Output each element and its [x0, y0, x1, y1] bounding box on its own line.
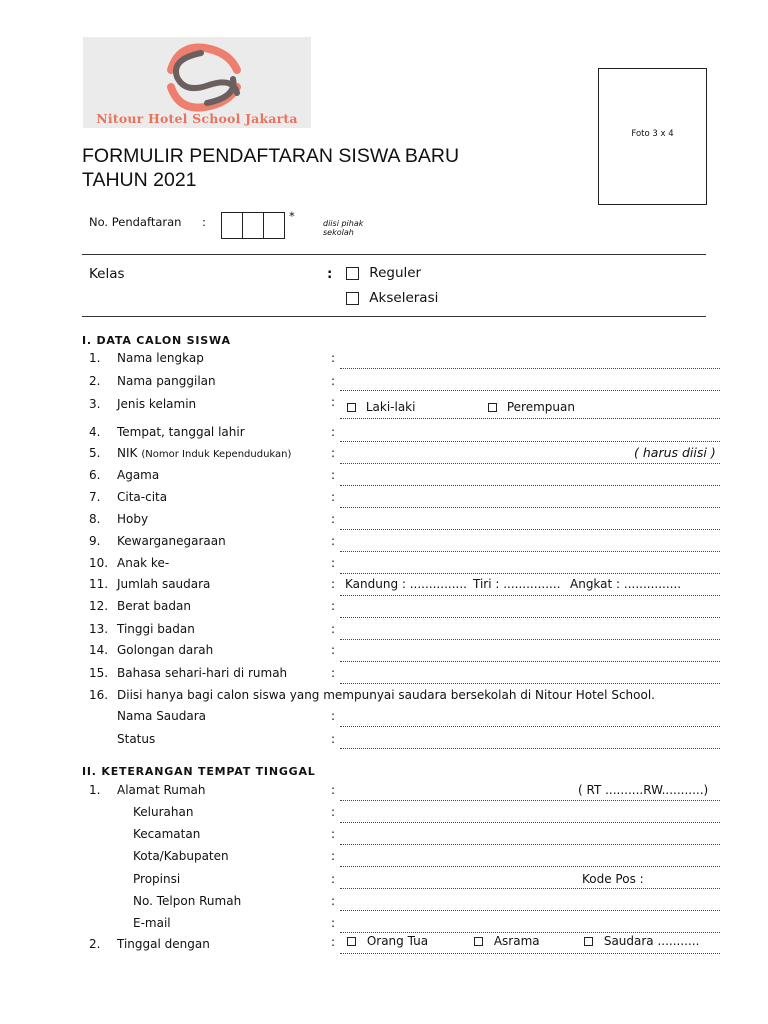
sibling-status-field[interactable]	[340, 748, 720, 749]
address-number: 1.	[89, 783, 101, 797]
living-with-dormitory-option[interactable]: Asrama	[474, 934, 540, 948]
photo-box[interactable]	[598, 68, 707, 205]
title-line-1: FORMULIR PENDAFTARAN SISWA BARU	[82, 145, 460, 167]
kelas-option-akselerasi[interactable]: Akselerasi	[346, 290, 438, 306]
input-field[interactable]	[340, 910, 720, 911]
colon: :	[331, 709, 336, 723]
gender-female-option[interactable]: Perempuan	[488, 400, 575, 414]
input-field[interactable]	[340, 888, 720, 889]
input-field[interactable]	[340, 595, 720, 596]
postal-code-label: Kode Pos :	[582, 872, 644, 886]
section-2-title: II. KETERANGAN TEMPAT TINGGAL	[82, 765, 316, 778]
input-field[interactable]	[340, 866, 720, 867]
item-number: 1.	[89, 351, 101, 365]
living-with-relative-option[interactable]: Saudara ...........	[584, 934, 699, 948]
item-label: Hoby	[117, 512, 149, 526]
registration-label: No. Pendaftaran	[89, 215, 182, 229]
input-field[interactable]	[340, 390, 720, 391]
item-label: Nama lengkap	[117, 351, 204, 365]
item-16-text: Diisi hanya bagi calon siswa yang mempunyai saudara bersekolah di Nitour Hotel School.	[117, 688, 655, 702]
input-field[interactable]	[340, 507, 720, 508]
registration-number-boxes[interactable]	[221, 212, 285, 239]
item-label: Bahasa sehari-hari di rumah	[117, 666, 288, 680]
item-label: Tinggi badan	[117, 622, 195, 636]
item-number: 10.	[89, 556, 109, 570]
gender-male-option[interactable]: Laki-laki	[347, 400, 415, 414]
sibling-name-field[interactable]	[340, 726, 720, 727]
item-number: 13.	[89, 622, 109, 636]
living-with-field[interactable]	[340, 953, 720, 954]
siblings-tiri[interactable]: Tiri : ...............	[473, 577, 561, 591]
divider	[82, 316, 706, 317]
input-field[interactable]	[340, 529, 720, 530]
address-sub-label: Kecamatan	[133, 827, 201, 841]
checkbox-icon[interactable]	[347, 403, 356, 412]
colon: :	[331, 534, 336, 548]
kelas-label: Kelas	[89, 266, 125, 282]
title-line-2: TAHUN 2021	[82, 169, 197, 191]
colon: :	[331, 425, 336, 439]
colon: :	[331, 732, 336, 746]
colon: :	[331, 894, 336, 908]
living-with-parents-option[interactable]: Orang Tua	[347, 934, 428, 948]
item-number: 3.	[89, 397, 101, 411]
sibling-status-label: Status	[117, 732, 156, 746]
item-number: 6.	[89, 468, 101, 482]
address-sub-label: E-mail	[133, 916, 171, 930]
item-label: NIK (Nomor Induk Kependudukan)	[117, 446, 292, 460]
colon: :	[331, 351, 336, 365]
school-logo	[83, 37, 311, 128]
input-field[interactable]	[340, 661, 720, 662]
siblings-kandung[interactable]: Kandung : ...............	[345, 577, 467, 591]
colon: :	[331, 666, 336, 680]
checkbox-icon[interactable]	[347, 937, 356, 946]
input-field[interactable]	[340, 551, 720, 552]
rt-rw-field[interactable]: ( RT ..........RW...........)	[578, 783, 709, 797]
item-label: Golongan darah	[117, 643, 214, 657]
form-title	[82, 144, 459, 192]
address-field[interactable]	[340, 800, 720, 801]
divider	[82, 254, 706, 255]
colon: :	[331, 622, 336, 636]
address-sub-label: Kelurahan	[133, 805, 194, 819]
input-field[interactable]	[340, 683, 720, 684]
colon: :	[331, 374, 336, 388]
registration-colon: :	[202, 215, 206, 229]
input-field[interactable]	[340, 573, 720, 574]
input-field[interactable]	[340, 463, 720, 464]
item-number: 9.	[89, 534, 101, 548]
input-field[interactable]	[340, 368, 720, 369]
colon: :	[331, 490, 336, 504]
checkbox-icon[interactable]	[584, 937, 593, 946]
item-number: 12.	[89, 599, 109, 613]
colon: :	[331, 783, 336, 797]
colon: :	[331, 643, 336, 657]
colon: :	[331, 849, 336, 863]
item-label: Kewarganegaraan	[117, 534, 226, 548]
address-label: Alamat Rumah	[117, 783, 206, 797]
colon: :	[331, 577, 336, 591]
colon: :	[331, 395, 336, 409]
checkbox-icon[interactable]	[346, 267, 359, 280]
item-label: Cita-cita	[117, 490, 168, 504]
item-number: 15.	[89, 666, 109, 680]
input-field[interactable]	[340, 932, 720, 933]
kelas-option-reguler[interactable]: Reguler	[346, 265, 421, 281]
school-name: Nitour Hotel School Jakarta	[96, 111, 298, 126]
input-field[interactable]	[340, 418, 720, 419]
item-label: Jumlah saudara	[117, 577, 211, 591]
checkbox-icon[interactable]	[488, 403, 497, 412]
colon: :	[331, 512, 336, 526]
siblings-angkat[interactable]: Angkat : ...............	[570, 577, 682, 591]
item-number: 2.	[89, 374, 101, 388]
input-field[interactable]	[340, 844, 720, 845]
item-number: 14.	[89, 643, 109, 657]
input-field[interactable]	[340, 617, 720, 618]
colon: :	[331, 556, 336, 570]
registration-asterisk: *	[289, 209, 295, 223]
photo-label: Foto 3 x 4	[631, 129, 674, 139]
input-field[interactable]	[340, 485, 720, 486]
input-field[interactable]	[340, 822, 720, 823]
section-1-title: I. DATA CALON SISWA	[82, 334, 231, 347]
address-sub-label: No. Telpon Rumah	[133, 894, 242, 908]
colon: :	[331, 805, 336, 819]
nik-required-note: ( harus diisi )	[634, 445, 716, 460]
colon: :	[331, 599, 336, 613]
item-number: 8.	[89, 512, 101, 526]
colon: :	[331, 916, 336, 930]
colon: :	[331, 827, 336, 841]
checkbox-icon[interactable]	[346, 292, 359, 305]
item-label: Anak ke-	[117, 556, 170, 570]
item-label: Nama panggilan	[117, 374, 216, 388]
sibling-name-label: Nama Saudara	[117, 709, 207, 723]
item-label: Agama	[117, 468, 160, 482]
item-number: 5.	[89, 446, 101, 460]
registration-note: diisi pihak sekolah	[323, 219, 364, 237]
item-label: Berat badan	[117, 599, 191, 613]
address-sub-label: Kota/Kabupaten	[133, 849, 229, 863]
item-label: Tempat, tanggal lahir	[117, 425, 245, 439]
colon: :	[331, 446, 336, 460]
colon: :	[331, 468, 336, 482]
colon: :	[331, 935, 336, 949]
item-number: 11.	[89, 577, 109, 591]
living-with-label: Tinggal dengan	[117, 937, 210, 951]
colon: :	[331, 872, 336, 886]
address-sub-label: Propinsi	[133, 872, 181, 886]
input-field[interactable]	[340, 441, 720, 442]
living-with-number: 2.	[89, 937, 101, 951]
checkbox-icon[interactable]	[474, 937, 483, 946]
item-number: 7.	[89, 490, 101, 504]
item-number: 4.	[89, 425, 101, 439]
input-field[interactable]	[340, 639, 720, 640]
kelas-colon: :	[327, 266, 333, 282]
item-label: Jenis kelamin	[117, 397, 197, 411]
item-16-number: 16.	[89, 688, 109, 702]
